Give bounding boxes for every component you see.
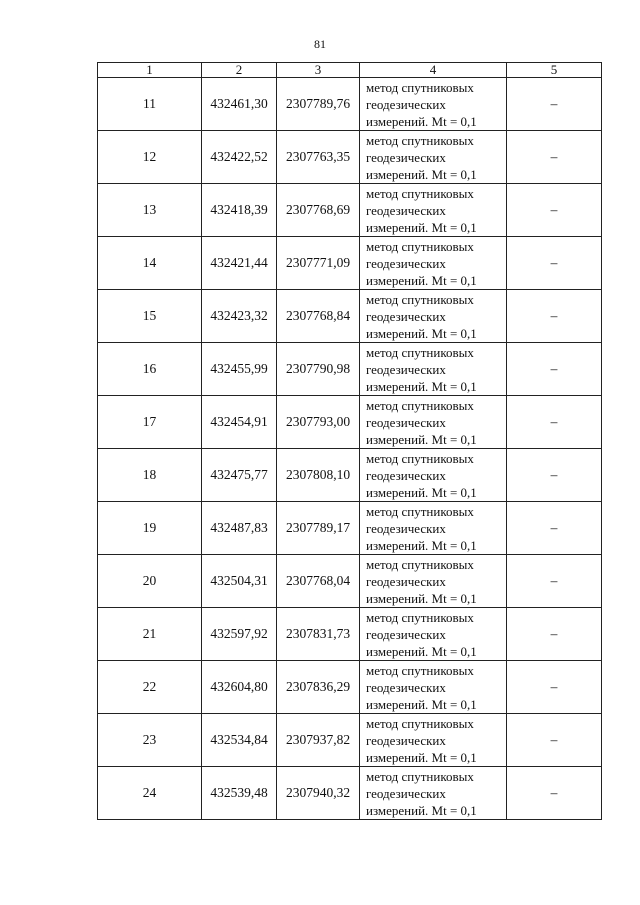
- point-number-cell: 23: [98, 714, 202, 767]
- header-col-1: 1: [98, 63, 202, 78]
- note-cell: –: [507, 714, 602, 767]
- method-text-line: метод спутниковых: [366, 662, 474, 678]
- table-row: [98, 608, 602, 661]
- coord-x-cell: 432539,48: [202, 767, 277, 820]
- method-text-line: измерений. Mt = 0,1: [366, 643, 477, 659]
- point-number-cell: 16: [98, 343, 202, 396]
- table-header-row: [98, 63, 602, 78]
- method-text-line: геодезических: [366, 414, 446, 430]
- table-row: [98, 237, 602, 290]
- method-cell: [360, 767, 507, 820]
- note-cell: –: [507, 502, 602, 555]
- method-text-line: геодезических: [366, 732, 446, 748]
- table-row: [98, 343, 602, 396]
- table-row: [98, 184, 602, 237]
- point-number-cell: 18: [98, 449, 202, 502]
- method-text-line: измерений. Mt = 0,1: [366, 325, 477, 341]
- header-col-2: 2: [202, 63, 277, 78]
- point-number-cell: 12: [98, 131, 202, 184]
- method-text-line: метод спутниковых: [366, 291, 474, 307]
- table-row: [98, 290, 602, 343]
- method-cell: [360, 555, 507, 608]
- coord-y-cell: 2307940,32: [277, 767, 360, 820]
- point-number-cell: 13: [98, 184, 202, 237]
- method-text-line: метод спутниковых: [366, 450, 474, 466]
- table-row: [98, 555, 602, 608]
- method-text-line: измерений. Mt = 0,1: [366, 749, 477, 765]
- method-cell: [360, 131, 507, 184]
- table-row: [98, 502, 602, 555]
- method-text-line: измерений. Mt = 0,1: [366, 696, 477, 712]
- table-body: [98, 78, 602, 820]
- method-text-line: геодезических: [366, 573, 446, 589]
- coord-y-cell: 2307808,10: [277, 449, 360, 502]
- method-text-line: измерений. Mt = 0,1: [366, 802, 477, 818]
- method-text-line: метод спутниковых: [366, 768, 474, 784]
- coord-y-cell: 2307768,04: [277, 555, 360, 608]
- table-row: [98, 449, 602, 502]
- method-text-line: метод спутниковых: [366, 503, 474, 519]
- method-cell: [360, 290, 507, 343]
- method-text-line: измерений. Mt = 0,1: [366, 166, 477, 182]
- coord-y-cell: 2307789,76: [277, 78, 360, 131]
- coordinates-table: [97, 62, 602, 820]
- coord-x-cell: 432475,77: [202, 449, 277, 502]
- method-text-line: геодезических: [366, 626, 446, 642]
- method-cell: [360, 343, 507, 396]
- method-text-line: геодезических: [366, 308, 446, 324]
- point-number-cell: 20: [98, 555, 202, 608]
- table-row: [98, 396, 602, 449]
- method-cell: [360, 184, 507, 237]
- method-cell: [360, 78, 507, 131]
- table-row: [98, 131, 602, 184]
- method-text-line: метод спутниковых: [366, 238, 474, 254]
- coord-y-cell: 2307789,17: [277, 502, 360, 555]
- coord-y-cell: 2307937,82: [277, 714, 360, 767]
- method-cell: [360, 396, 507, 449]
- point-number-cell: 21: [98, 608, 202, 661]
- coord-x-cell: 432504,31: [202, 555, 277, 608]
- method-text-line: геодезических: [366, 361, 446, 377]
- method-text-line: измерений. Mt = 0,1: [366, 272, 477, 288]
- coord-y-cell: 2307763,35: [277, 131, 360, 184]
- coord-y-cell: 2307793,00: [277, 396, 360, 449]
- method-text-line: метод спутниковых: [366, 556, 474, 572]
- method-text-line: метод спутниковых: [366, 715, 474, 731]
- method-text-line: геодезических: [366, 202, 446, 218]
- header-col-4: 4: [360, 63, 507, 78]
- method-cell: [360, 608, 507, 661]
- header-col-3: 3: [277, 63, 360, 78]
- method-cell: [360, 661, 507, 714]
- coord-x-cell: 432418,39: [202, 184, 277, 237]
- coord-x-cell: 432455,99: [202, 343, 277, 396]
- point-number-cell: 22: [98, 661, 202, 714]
- method-text-line: измерений. Mt = 0,1: [366, 113, 477, 129]
- point-number-cell: 11: [98, 78, 202, 131]
- method-text-line: измерений. Mt = 0,1: [366, 590, 477, 606]
- note-cell: –: [507, 449, 602, 502]
- method-text-line: метод спутниковых: [366, 132, 474, 148]
- note-cell: –: [507, 396, 602, 449]
- table-row: [98, 78, 602, 131]
- method-text-line: измерений. Mt = 0,1: [366, 484, 477, 500]
- note-cell: –: [507, 343, 602, 396]
- note-cell: –: [507, 608, 602, 661]
- table-row: [98, 661, 602, 714]
- note-cell: –: [507, 237, 602, 290]
- method-text-line: метод спутниковых: [366, 397, 474, 413]
- method-text-line: геодезических: [366, 679, 446, 695]
- note-cell: –: [507, 131, 602, 184]
- point-number-cell: 19: [98, 502, 202, 555]
- coord-x-cell: 432534,84: [202, 714, 277, 767]
- method-text-line: метод спутниковых: [366, 344, 474, 360]
- note-cell: –: [507, 290, 602, 343]
- coord-x-cell: 432454,91: [202, 396, 277, 449]
- method-text-line: геодезических: [366, 467, 446, 483]
- coord-x-cell: 432423,32: [202, 290, 277, 343]
- page-number: 81: [314, 37, 326, 51]
- coord-y-cell: 2307831,73: [277, 608, 360, 661]
- coord-x-cell: 432422,52: [202, 131, 277, 184]
- coord-x-cell: 432487,83: [202, 502, 277, 555]
- coord-y-cell: 2307836,29: [277, 661, 360, 714]
- note-cell: –: [507, 78, 602, 131]
- coord-x-cell: 432421,44: [202, 237, 277, 290]
- point-number-cell: 15: [98, 290, 202, 343]
- coord-y-cell: 2307790,98: [277, 343, 360, 396]
- method-text-line: измерений. Mt = 0,1: [366, 378, 477, 394]
- method-text-line: измерений. Mt = 0,1: [366, 431, 477, 447]
- method-text-line: геодезических: [366, 785, 446, 801]
- method-cell: [360, 237, 507, 290]
- note-cell: –: [507, 767, 602, 820]
- method-text-line: геодезических: [366, 255, 446, 271]
- coord-x-cell: 432597,92: [202, 608, 277, 661]
- method-text-line: геодезических: [366, 520, 446, 536]
- method-text-line: метод спутниковых: [366, 185, 474, 201]
- table-row: [98, 767, 602, 820]
- coord-y-cell: 2307768,84: [277, 290, 360, 343]
- method-text-line: метод спутниковых: [366, 609, 474, 625]
- method-cell: [360, 502, 507, 555]
- method-cell: [360, 714, 507, 767]
- note-cell: –: [507, 661, 602, 714]
- coord-y-cell: 2307771,09: [277, 237, 360, 290]
- coord-x-cell: 432604,80: [202, 661, 277, 714]
- point-number-cell: 17: [98, 396, 202, 449]
- method-text-line: измерений. Mt = 0,1: [366, 219, 477, 235]
- point-number-cell: 24: [98, 767, 202, 820]
- point-number-cell: 14: [98, 237, 202, 290]
- table-row: [98, 714, 602, 767]
- method-cell: [360, 449, 507, 502]
- method-text-line: геодезических: [366, 96, 446, 112]
- method-text-line: метод спутниковых: [366, 79, 474, 95]
- coord-x-cell: 432461,30: [202, 78, 277, 131]
- coord-y-cell: 2307768,69: [277, 184, 360, 237]
- note-cell: –: [507, 184, 602, 237]
- header-col-5: 5: [507, 63, 602, 78]
- method-text-line: измерений. Mt = 0,1: [366, 537, 477, 553]
- note-cell: –: [507, 555, 602, 608]
- method-text-line: геодезических: [366, 149, 446, 165]
